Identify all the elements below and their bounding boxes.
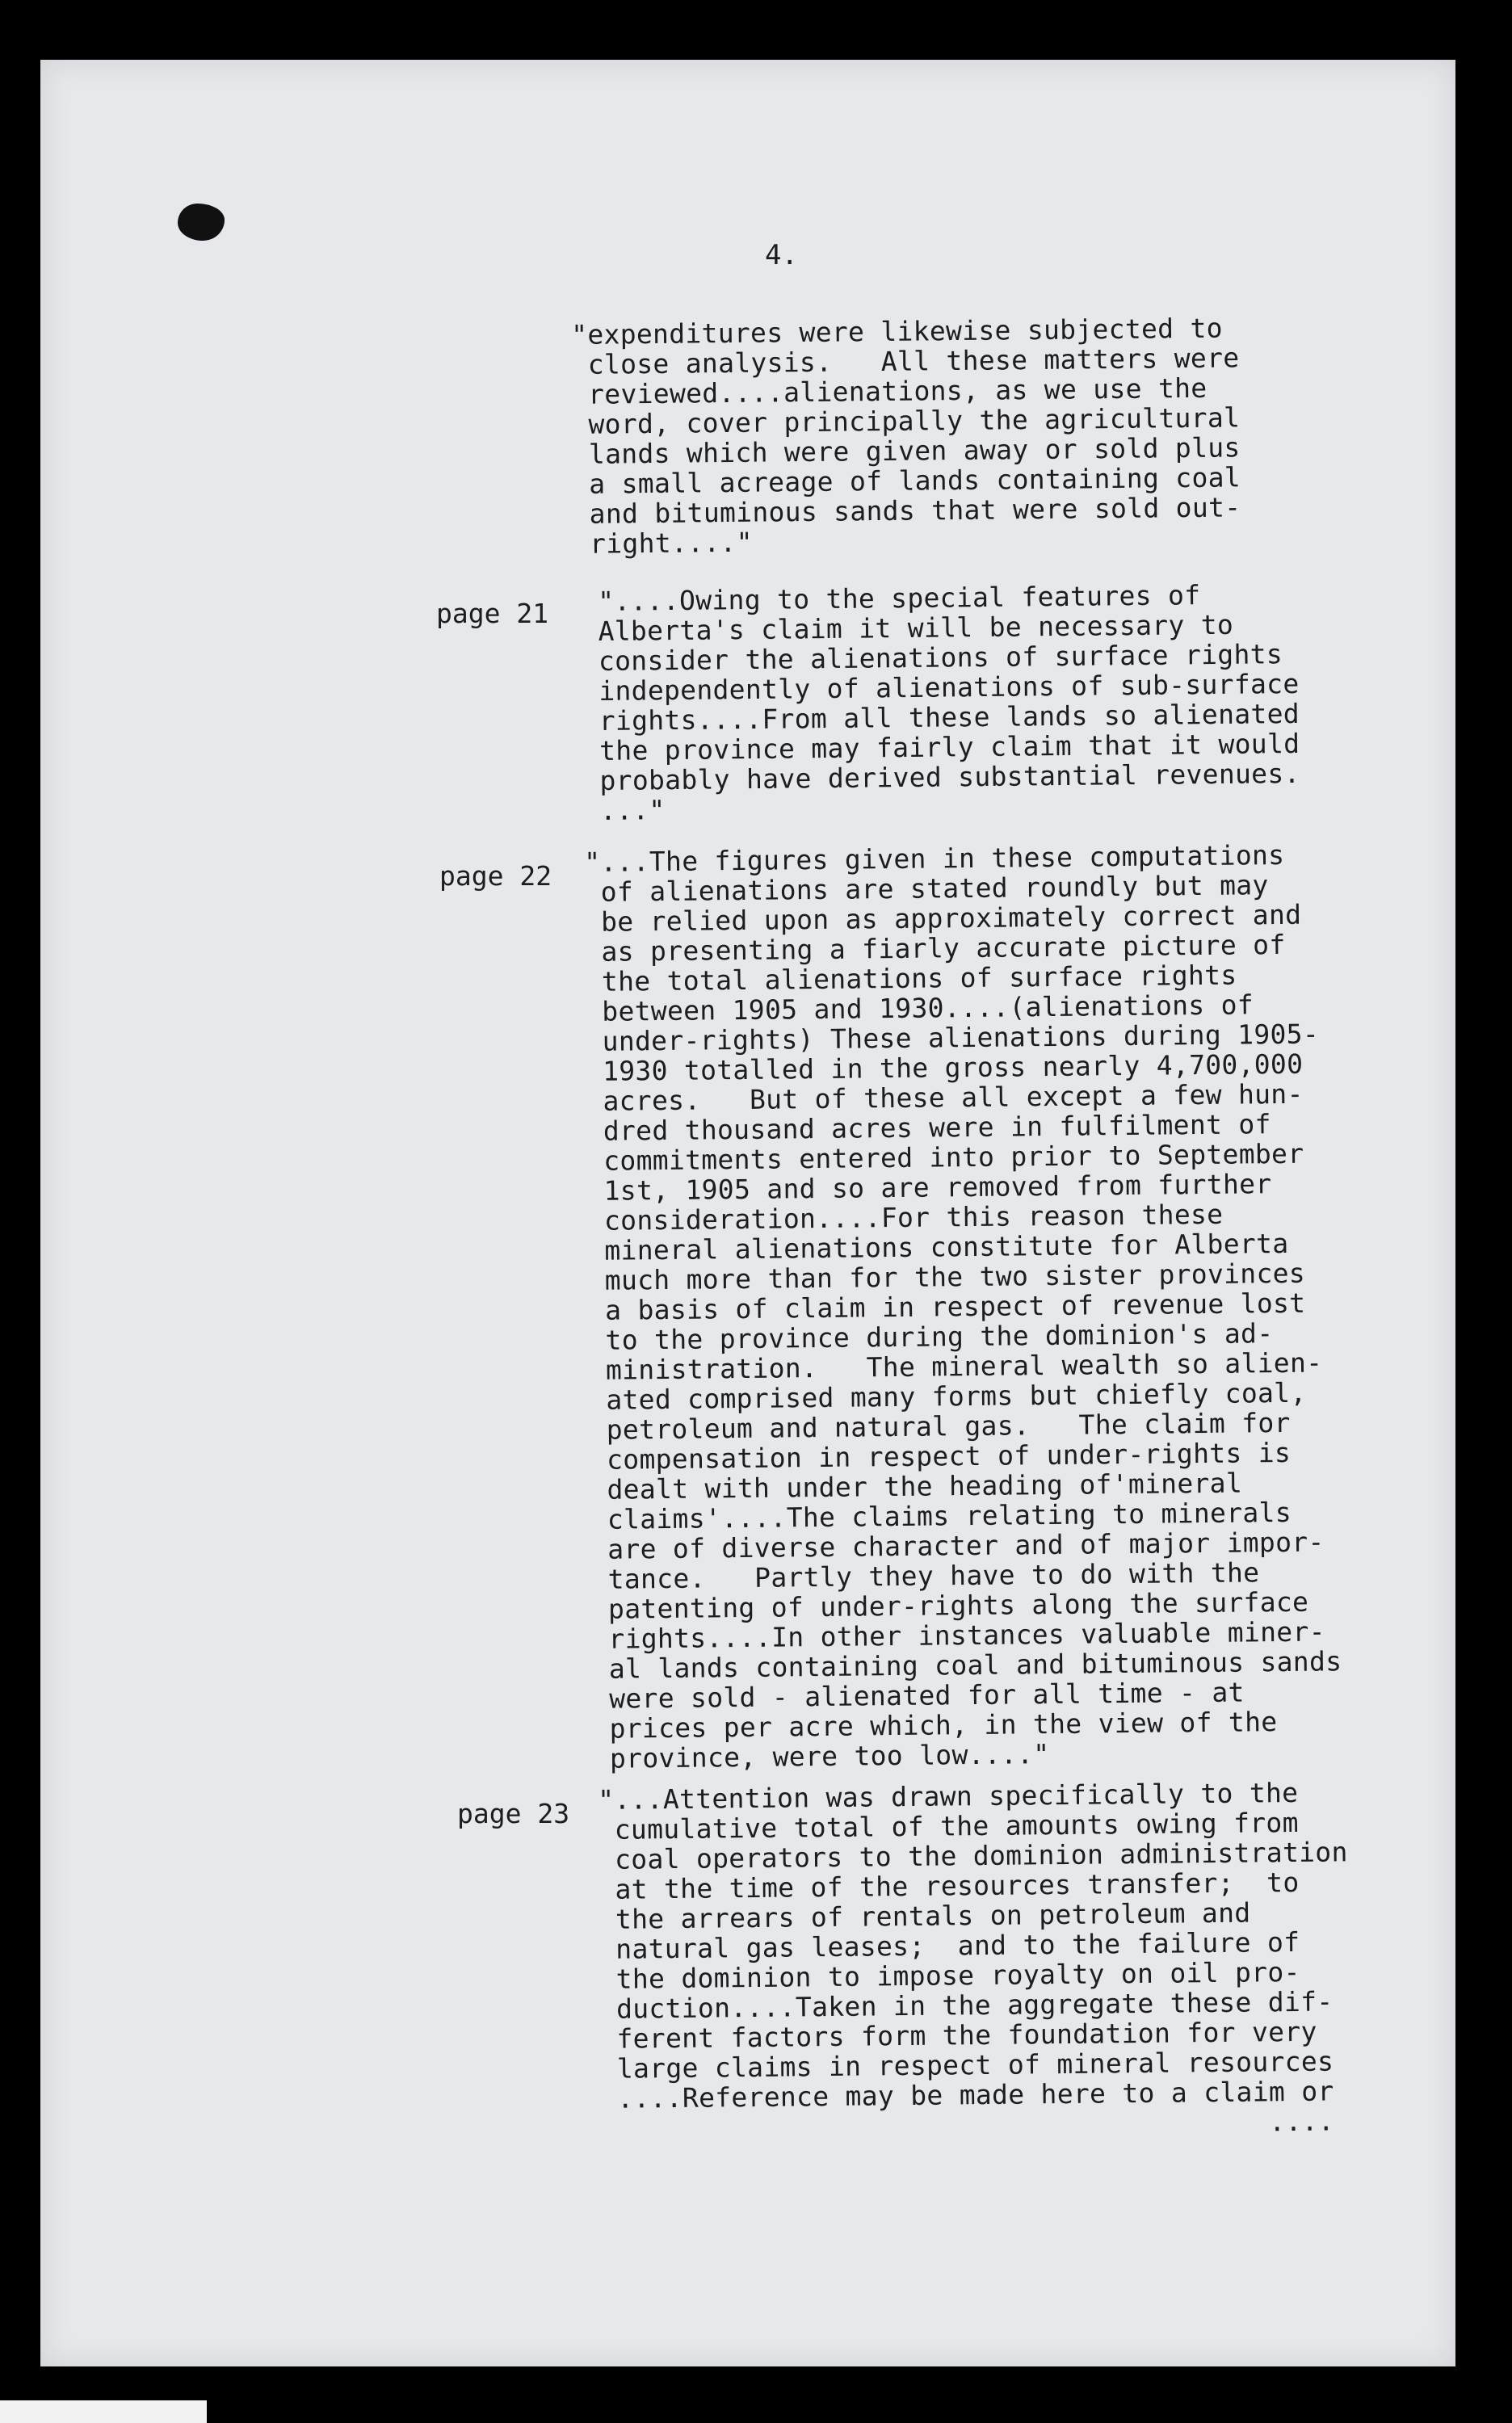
page-reference-22: page 22 [439,860,552,892]
quote-paragraph-3: "...The figures given in these computations of alienations are stated roundly but may be relied upon as approximately correct and as presenting a fiarly accurate picture of the total alienations of surface rights between 1905 and 1930....(alienations of under-rights) These alienations during 1905- 1930 totalled in the gross nearly 4,700,000 acres. But of these all except a few hun- dred thousand acres were in fulfilment of commitments entered into prior to September 1st, 1905 and so are removed from further consideration....For this reason these mineral alienations constitute for Alberta much more than for the two sister provinces a basis of claim in respect of revenue lost to the province during the dominion's ad- ministration. The mineral wealth so alien- ated comprised many forms but chiefly coal, petroleum and natural gas. The claim for compensation in respect of under-rights is dealt with under the heading of'mineral claims'....The claims relating to minerals are of diverse character and of major impor- tance. Partly they have to do with the patenting of under-rights along the surface rights....In other instances valuable miner- al lands containing coal and bituminous sands were sold - alienated for all time - at prices per acre which, in the view of the province, were too low...." [583,838,1342,1774]
page-number: 4. [765,239,798,271]
page-reference-21: page 21 [436,598,549,629]
quote-paragraph-1: "expenditures were likewise subjected to close analysis. All these matters were reviewed....alienations, as we use the word, cover principally the agricultural lands which were given away or sold plus a small acreage of lands containing coal and bituminous sands that were sold out- right...." [570,312,1241,560]
film-edge-tab [0,2400,207,2423]
quote-paragraph-4: "...Attention was drawn specifically to the cumulative total of the amounts owing from coal operators to the dominion administration at the time of the resources transfer; to the arrears of rentals on petroleum and natural gas leases; and to the failure of the dominion to impose royalty on oil pro- duction....Taken in the aggregate these dif- ferent factors form the foundation for very large claims in respect of mineral resources ....Reference may be made here to a claim or .... [597,1776,1348,2144]
quote-paragraph-2: "....Owing to the special features of Alberta's claim it will be necessary to consider the alienations of surface rights independently of alienations of sub-surface rights....From all these lands so alienated the province may fairly claim that it would probably have derived substantial revenues. ..." [597,579,1300,826]
page-reference-23: page 23 [457,1798,570,1829]
punch-hole [178,204,225,241]
